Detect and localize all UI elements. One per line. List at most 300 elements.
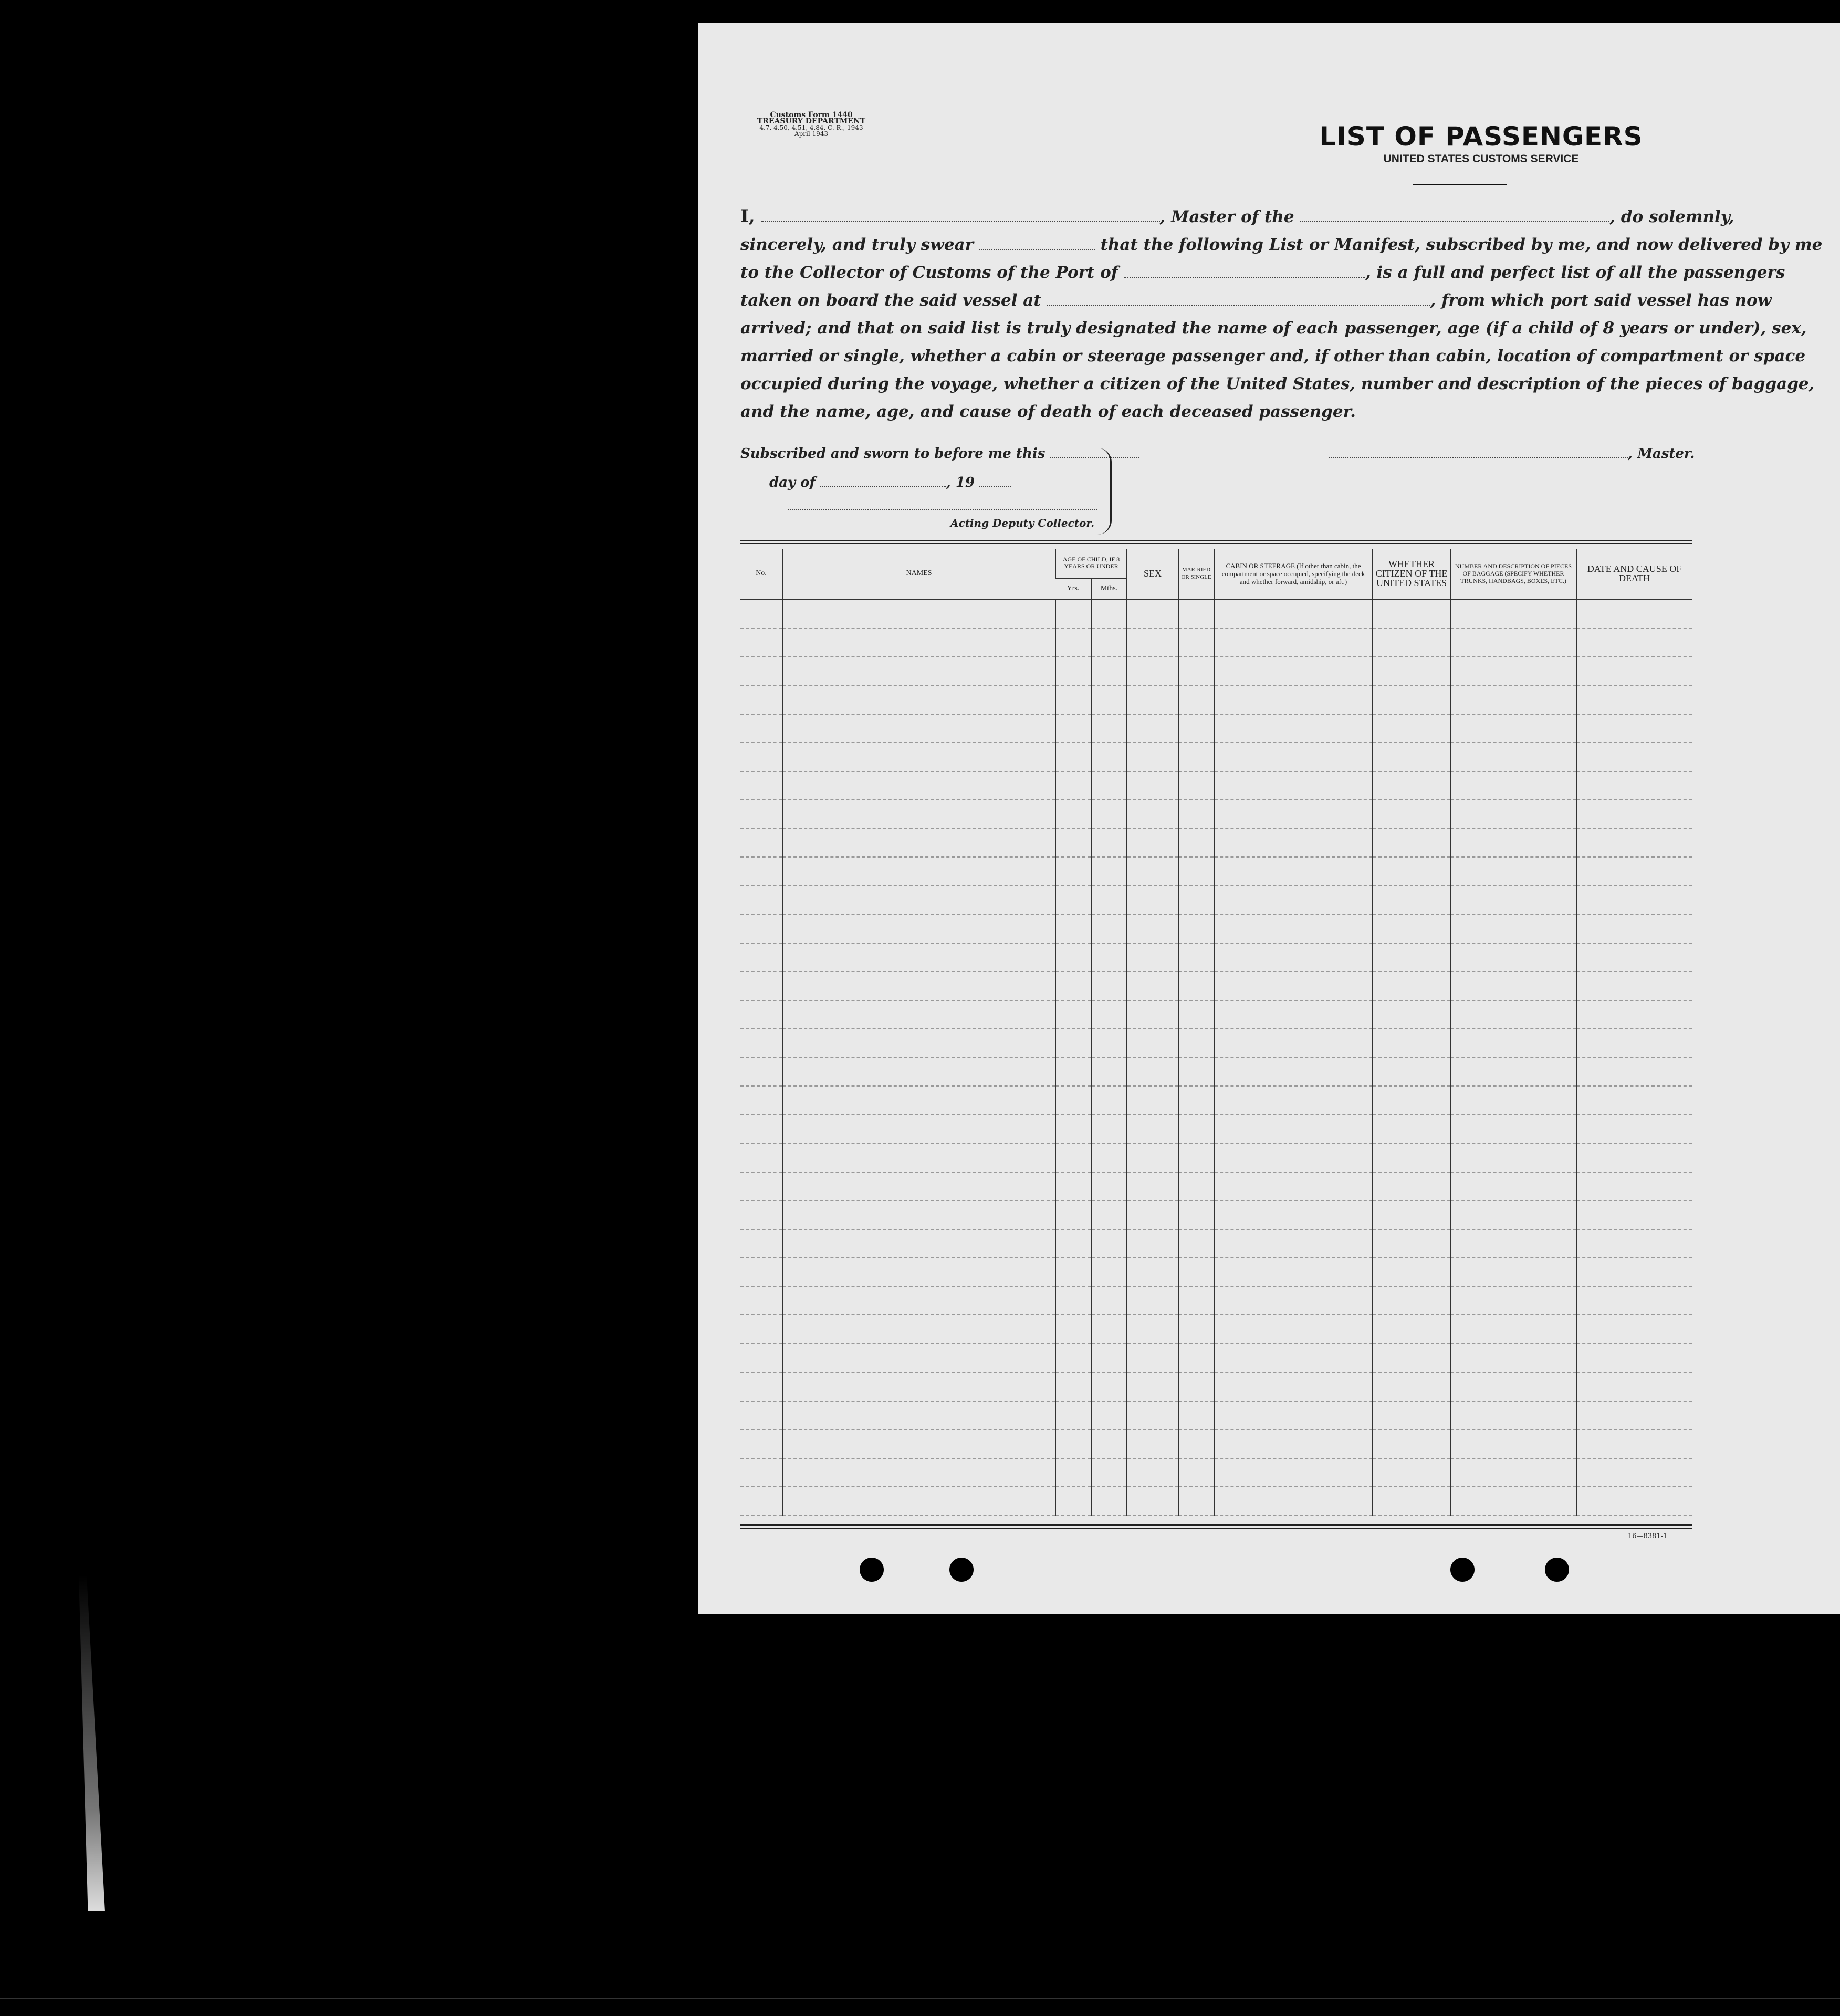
table-cell[interactable] (740, 628, 782, 657)
table-cell[interactable] (782, 771, 1055, 800)
table-cell[interactable] (1055, 943, 1091, 972)
table-cell[interactable] (782, 1029, 1055, 1058)
table-cell[interactable] (1127, 1058, 1178, 1087)
table-cell[interactable] (1450, 657, 1576, 686)
table-cell[interactable] (1214, 1315, 1373, 1344)
table-cell[interactable] (1055, 1172, 1091, 1201)
table-cell[interactable] (1178, 685, 1214, 714)
table-cell[interactable] (782, 943, 1055, 972)
table-cell[interactable] (1178, 771, 1214, 800)
table-cell[interactable] (1373, 657, 1450, 686)
table-cell[interactable] (1214, 1429, 1373, 1458)
table-cell[interactable] (1091, 1086, 1127, 1115)
table-cell[interactable] (740, 1315, 782, 1344)
vessel-name-field[interactable] (1300, 212, 1609, 222)
table-cell[interactable] (1576, 1458, 1692, 1487)
table-cell[interactable] (1178, 1315, 1214, 1344)
table-cell[interactable] (1214, 886, 1373, 915)
table-cell[interactable] (1450, 972, 1576, 1000)
table-cell[interactable] (1178, 1287, 1214, 1315)
table-cell[interactable] (740, 1200, 782, 1229)
table-cell[interactable] (1373, 1200, 1450, 1229)
table-cell[interactable] (1450, 1287, 1576, 1315)
table-cell[interactable] (1373, 1000, 1450, 1029)
table-cell[interactable] (1178, 914, 1214, 943)
port-field[interactable] (1124, 267, 1365, 278)
table-cell[interactable] (1576, 743, 1692, 771)
table-cell[interactable] (740, 1029, 782, 1058)
table-cell[interactable] (1373, 1086, 1450, 1115)
table-cell[interactable] (1214, 1458, 1373, 1487)
table-cell[interactable] (1091, 1258, 1127, 1287)
table-cell[interactable] (1214, 628, 1373, 657)
boarding-port-field[interactable] (1047, 295, 1430, 306)
table-cell[interactable] (1178, 599, 1214, 628)
table-cell[interactable] (782, 1287, 1055, 1315)
table-cell[interactable] (740, 1172, 782, 1201)
table-cell[interactable] (740, 857, 782, 886)
table-cell[interactable] (1127, 1487, 1178, 1516)
table-cell[interactable] (1373, 972, 1450, 1000)
table-cell[interactable] (782, 599, 1055, 628)
table-cell[interactable] (1091, 714, 1127, 743)
table-cell[interactable] (1214, 943, 1373, 972)
table-cell[interactable] (740, 743, 782, 771)
table-cell[interactable] (1373, 599, 1450, 628)
table-cell[interactable] (1576, 800, 1692, 829)
table-cell[interactable] (740, 1000, 782, 1029)
table-cell[interactable] (1373, 943, 1450, 972)
table-cell[interactable] (1373, 685, 1450, 714)
table-cell[interactable] (1055, 914, 1091, 943)
table-cell[interactable] (1091, 1315, 1127, 1344)
table-cell[interactable] (1127, 1258, 1178, 1287)
table-cell[interactable] (740, 1344, 782, 1373)
table-cell[interactable] (1214, 1086, 1373, 1115)
table-cell[interactable] (740, 1143, 782, 1172)
table-cell[interactable] (1127, 1401, 1178, 1430)
swear-field[interactable] (979, 239, 1095, 250)
table-cell[interactable] (1178, 829, 1214, 858)
table-cell[interactable] (1127, 800, 1178, 829)
table-cell[interactable] (1576, 714, 1692, 743)
table-cell[interactable] (1178, 1172, 1214, 1201)
table-cell[interactable] (740, 943, 782, 972)
table-cell[interactable] (1373, 1487, 1450, 1516)
table-cell[interactable] (1576, 685, 1692, 714)
table-cell[interactable] (1373, 1372, 1450, 1401)
table-cell[interactable] (740, 657, 782, 686)
table-cell[interactable] (1373, 743, 1450, 771)
table-cell[interactable] (1091, 1344, 1127, 1373)
table-cell[interactable] (1127, 1287, 1178, 1315)
table-cell[interactable] (1178, 857, 1214, 886)
table-cell[interactable] (1127, 1229, 1178, 1258)
table-cell[interactable] (1091, 1029, 1127, 1058)
table-cell[interactable] (1091, 1058, 1127, 1087)
table-cell[interactable] (1450, 1172, 1576, 1201)
table-cell[interactable] (1576, 1372, 1692, 1401)
table-cell[interactable] (1127, 829, 1178, 858)
table-cell[interactable] (1214, 1487, 1373, 1516)
table-cell[interactable] (1091, 685, 1127, 714)
table-cell[interactable] (1576, 1287, 1692, 1315)
table-cell[interactable] (740, 1258, 782, 1287)
table-cell[interactable] (1576, 829, 1692, 858)
table-cell[interactable] (1055, 829, 1091, 858)
table-cell[interactable] (1576, 1344, 1692, 1373)
table-cell[interactable] (1450, 886, 1576, 915)
table-cell[interactable] (1127, 1200, 1178, 1229)
table-cell[interactable] (1055, 771, 1091, 800)
table-cell[interactable] (1178, 800, 1214, 829)
table-cell[interactable] (1091, 972, 1127, 1000)
table-cell[interactable] (1091, 743, 1127, 771)
table-cell[interactable] (1178, 714, 1214, 743)
table-cell[interactable] (1127, 1143, 1178, 1172)
table-cell[interactable] (782, 1315, 1055, 1344)
table-cell[interactable] (1055, 1372, 1091, 1401)
table-cell[interactable] (1373, 771, 1450, 800)
table-cell[interactable] (1178, 886, 1214, 915)
table-cell[interactable] (1214, 914, 1373, 943)
table-cell[interactable] (1127, 657, 1178, 686)
table-cell[interactable] (740, 685, 782, 714)
master-name-field[interactable] (761, 212, 1160, 222)
table-cell[interactable] (782, 1429, 1055, 1458)
table-cell[interactable] (1055, 1229, 1091, 1258)
table-cell[interactable] (1127, 628, 1178, 657)
table-cell[interactable] (1091, 1000, 1127, 1029)
table-cell[interactable] (1127, 857, 1178, 886)
table-cell[interactable] (1178, 1401, 1214, 1430)
table-cell[interactable] (1576, 1086, 1692, 1115)
table-cell[interactable] (1373, 1229, 1450, 1258)
table-cell[interactable] (1373, 857, 1450, 886)
table-cell[interactable] (1373, 829, 1450, 858)
table-cell[interactable] (1373, 886, 1450, 915)
table-cell[interactable] (1127, 685, 1178, 714)
table-cell[interactable] (1373, 714, 1450, 743)
table-cell[interactable] (782, 1200, 1055, 1229)
table-cell[interactable] (1091, 1429, 1127, 1458)
table-cell[interactable] (1178, 1143, 1214, 1172)
table-cell[interactable] (1127, 1000, 1178, 1029)
table-cell[interactable] (1450, 1086, 1576, 1115)
table-cell[interactable] (1450, 1401, 1576, 1430)
table-cell[interactable] (1091, 599, 1127, 628)
table-cell[interactable] (1127, 771, 1178, 800)
table-cell[interactable] (740, 1115, 782, 1144)
table-cell[interactable] (1450, 1200, 1576, 1229)
table-cell[interactable] (782, 1372, 1055, 1401)
table-cell[interactable] (1373, 1172, 1450, 1201)
table-cell[interactable] (1450, 1315, 1576, 1344)
table-cell[interactable] (1127, 599, 1178, 628)
table-cell[interactable] (1127, 1344, 1178, 1373)
table-cell[interactable] (1091, 657, 1127, 686)
table-cell[interactable] (1127, 1315, 1178, 1344)
table-cell[interactable] (1055, 857, 1091, 886)
table-cell[interactable] (782, 714, 1055, 743)
table-cell[interactable] (1178, 1487, 1214, 1516)
table-cell[interactable] (1091, 1172, 1127, 1201)
table-cell[interactable] (1373, 1458, 1450, 1487)
table-cell[interactable] (1450, 1372, 1576, 1401)
table-cell[interactable] (1127, 1372, 1178, 1401)
table-cell[interactable] (1450, 685, 1576, 714)
table-cell[interactable] (1178, 1258, 1214, 1287)
table-cell[interactable] (1055, 1344, 1091, 1373)
table-cell[interactable] (1450, 829, 1576, 858)
table-cell[interactable] (1055, 1000, 1091, 1029)
table-cell[interactable] (1373, 1429, 1450, 1458)
table-cell[interactable] (1091, 1401, 1127, 1430)
table-cell[interactable] (1091, 886, 1127, 915)
table-cell[interactable] (1576, 1401, 1692, 1430)
table-cell[interactable] (1127, 914, 1178, 943)
table-cell[interactable] (782, 1058, 1055, 1087)
year-field[interactable] (979, 476, 1011, 487)
table-cell[interactable] (1178, 1000, 1214, 1029)
table-cell[interactable] (782, 800, 1055, 829)
table-cell[interactable] (782, 886, 1055, 915)
table-cell[interactable] (782, 1229, 1055, 1258)
table-cell[interactable] (740, 1229, 782, 1258)
table-cell[interactable] (782, 1086, 1055, 1115)
table-cell[interactable] (1450, 599, 1576, 628)
table-cell[interactable] (1055, 1315, 1091, 1344)
table-cell[interactable] (1576, 1000, 1692, 1029)
table-cell[interactable] (1091, 1287, 1127, 1315)
table-cell[interactable] (1091, 1458, 1127, 1487)
table-cell[interactable] (1214, 743, 1373, 771)
table-cell[interactable] (1178, 1372, 1214, 1401)
table-cell[interactable] (740, 1487, 782, 1516)
table-cell[interactable] (1178, 743, 1214, 771)
table-cell[interactable] (1450, 1487, 1576, 1516)
table-cell[interactable] (1450, 914, 1576, 943)
table-cell[interactable] (1214, 1258, 1373, 1287)
collector-signature-field[interactable] (788, 500, 1097, 510)
table-cell[interactable] (1055, 972, 1091, 1000)
table-cell[interactable] (1450, 1143, 1576, 1172)
table-cell[interactable] (1055, 1058, 1091, 1087)
table-cell[interactable] (1091, 857, 1127, 886)
table-cell[interactable] (1127, 943, 1178, 972)
table-cell[interactable] (1178, 1429, 1214, 1458)
table-cell[interactable] (1214, 685, 1373, 714)
table-cell[interactable] (782, 857, 1055, 886)
table-cell[interactable] (1576, 1058, 1692, 1087)
table-cell[interactable] (1055, 1086, 1091, 1115)
table-cell[interactable] (1091, 1229, 1127, 1258)
table-cell[interactable] (1055, 599, 1091, 628)
table-cell[interactable] (1214, 771, 1373, 800)
table-cell[interactable] (1055, 886, 1091, 915)
table-cell[interactable] (1576, 1487, 1692, 1516)
table-cell[interactable] (1091, 1372, 1127, 1401)
table-cell[interactable] (1214, 1229, 1373, 1258)
table-cell[interactable] (1450, 1429, 1576, 1458)
table-cell[interactable] (1055, 1287, 1091, 1315)
table-cell[interactable] (1373, 1315, 1450, 1344)
table-cell[interactable] (1214, 1000, 1373, 1029)
table-cell[interactable] (1373, 800, 1450, 829)
table-cell[interactable] (1214, 714, 1373, 743)
table-cell[interactable] (1214, 1401, 1373, 1430)
table-cell[interactable] (1091, 1115, 1127, 1144)
table-cell[interactable] (1373, 1344, 1450, 1373)
table-cell[interactable] (1450, 1458, 1576, 1487)
table-cell[interactable] (1576, 1315, 1692, 1344)
table-cell[interactable] (740, 1458, 782, 1487)
table-cell[interactable] (740, 1372, 782, 1401)
table-cell[interactable] (1178, 1058, 1214, 1087)
table-cell[interactable] (1450, 1058, 1576, 1087)
table-cell[interactable] (1127, 886, 1178, 915)
table-cell[interactable] (1576, 1172, 1692, 1201)
table-cell[interactable] (1178, 1200, 1214, 1229)
table-cell[interactable] (1214, 1172, 1373, 1201)
table-cell[interactable] (1373, 1287, 1450, 1315)
table-cell[interactable] (1576, 972, 1692, 1000)
master-signature-field[interactable] (1329, 447, 1628, 458)
table-cell[interactable] (1127, 972, 1178, 1000)
table-cell[interactable] (1450, 1029, 1576, 1058)
table-cell[interactable] (1450, 943, 1576, 972)
table-cell[interactable] (1576, 657, 1692, 686)
table-cell[interactable] (782, 1344, 1055, 1373)
table-cell[interactable] (740, 1429, 782, 1458)
table-cell[interactable] (1055, 1487, 1091, 1516)
table-cell[interactable] (1576, 771, 1692, 800)
table-cell[interactable] (1576, 857, 1692, 886)
table-cell[interactable] (740, 1401, 782, 1430)
table-cell[interactable] (1127, 1029, 1178, 1058)
table-cell[interactable] (1091, 1487, 1127, 1516)
table-cell[interactable] (1576, 599, 1692, 628)
table-cell[interactable] (782, 1401, 1055, 1430)
table-cell[interactable] (782, 972, 1055, 1000)
table-cell[interactable] (740, 1058, 782, 1087)
table-cell[interactable] (782, 685, 1055, 714)
table-cell[interactable] (782, 743, 1055, 771)
table-cell[interactable] (740, 1086, 782, 1115)
table-cell[interactable] (740, 972, 782, 1000)
table-cell[interactable] (1214, 1372, 1373, 1401)
table-cell[interactable] (782, 657, 1055, 686)
table-cell[interactable] (1178, 943, 1214, 972)
table-cell[interactable] (1373, 914, 1450, 943)
table-cell[interactable] (1178, 1344, 1214, 1373)
table-cell[interactable] (1178, 972, 1214, 1000)
table-cell[interactable] (1450, 857, 1576, 886)
table-cell[interactable] (740, 1287, 782, 1315)
table-cell[interactable] (1091, 943, 1127, 972)
table-cell[interactable] (1214, 972, 1373, 1000)
table-cell[interactable] (1055, 628, 1091, 657)
table-cell[interactable] (1214, 657, 1373, 686)
table-cell[interactable] (782, 1172, 1055, 1201)
table-cell[interactable] (1450, 771, 1576, 800)
table-cell[interactable] (782, 829, 1055, 858)
table-cell[interactable] (1055, 1029, 1091, 1058)
table-cell[interactable] (1373, 628, 1450, 657)
table-cell[interactable] (1576, 1229, 1692, 1258)
table-cell[interactable] (1127, 1429, 1178, 1458)
table-cell[interactable] (1576, 1200, 1692, 1229)
table-cell[interactable] (1055, 1115, 1091, 1144)
table-cell[interactable] (1091, 829, 1127, 858)
table-cell[interactable] (1091, 628, 1127, 657)
table-cell[interactable] (1091, 1143, 1127, 1172)
table-cell[interactable] (1091, 914, 1127, 943)
table-cell[interactable] (1178, 1086, 1214, 1115)
table-cell[interactable] (1450, 1115, 1576, 1144)
table-cell[interactable] (1055, 1401, 1091, 1430)
table-cell[interactable] (1178, 1115, 1214, 1144)
table-cell[interactable] (740, 599, 782, 628)
table-cell[interactable] (1576, 1115, 1692, 1144)
table-cell[interactable] (1127, 1086, 1178, 1115)
table-cell[interactable] (1055, 1258, 1091, 1287)
table-cell[interactable] (1214, 800, 1373, 829)
table-cell[interactable] (1450, 714, 1576, 743)
table-cell[interactable] (1178, 1458, 1214, 1487)
table-cell[interactable] (782, 628, 1055, 657)
table-cell[interactable] (1178, 628, 1214, 657)
table-cell[interactable] (1576, 914, 1692, 943)
table-cell[interactable] (1178, 1229, 1214, 1258)
table-cell[interactable] (1214, 599, 1373, 628)
table-cell[interactable] (1055, 1458, 1091, 1487)
table-cell[interactable] (782, 1143, 1055, 1172)
table-cell[interactable] (1127, 1115, 1178, 1144)
table-cell[interactable] (1576, 886, 1692, 915)
table-cell[interactable] (1576, 628, 1692, 657)
table-cell[interactable] (1055, 1200, 1091, 1229)
table-cell[interactable] (782, 1487, 1055, 1516)
table-cell[interactable] (1373, 1058, 1450, 1087)
table-cell[interactable] (782, 1000, 1055, 1029)
table-cell[interactable] (1178, 657, 1214, 686)
table-cell[interactable] (782, 1115, 1055, 1144)
table-cell[interactable] (1055, 1143, 1091, 1172)
table-cell[interactable] (1450, 1000, 1576, 1029)
table-cell[interactable] (1450, 628, 1576, 657)
table-cell[interactable] (1055, 685, 1091, 714)
table-cell[interactable] (1576, 1258, 1692, 1287)
table-cell[interactable] (1214, 1143, 1373, 1172)
table-cell[interactable] (740, 714, 782, 743)
table-cell[interactable] (1127, 1458, 1178, 1487)
table-cell[interactable] (740, 771, 782, 800)
table-cell[interactable] (1576, 1029, 1692, 1058)
table-cell[interactable] (1373, 1401, 1450, 1430)
table-cell[interactable] (1055, 800, 1091, 829)
table-cell[interactable] (1055, 657, 1091, 686)
table-cell[interactable] (1127, 714, 1178, 743)
table-cell[interactable] (740, 829, 782, 858)
table-cell[interactable] (740, 800, 782, 829)
table-cell[interactable] (1450, 800, 1576, 829)
table-cell[interactable] (1450, 1344, 1576, 1373)
table-cell[interactable] (1373, 1258, 1450, 1287)
table-cell[interactable] (740, 886, 782, 915)
table-cell[interactable] (782, 1258, 1055, 1287)
table-cell[interactable] (1178, 1029, 1214, 1058)
